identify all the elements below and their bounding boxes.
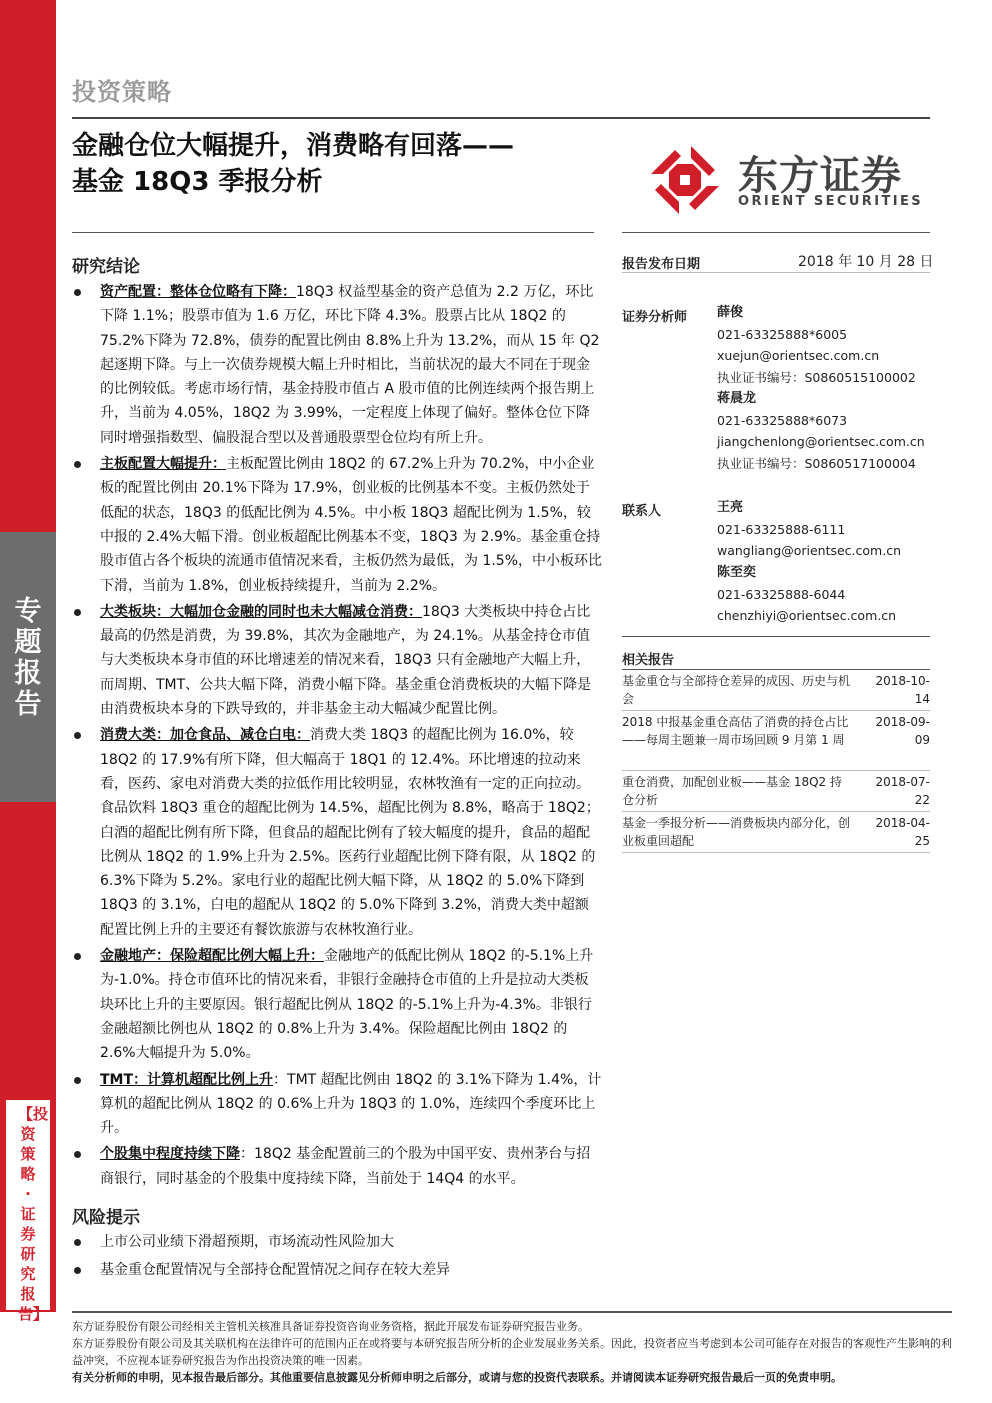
conclusion-text: 金融地产的低配比例从 18Q2 的-5.1%上升为-1.0%。持仓市值环比的情况来看，非银行金融持仓市值的上升是拉动大类板块环比上升的主要原因。银行超配比例从 18Q2 的-5.1%上升为-4.3%。非银行金融超额比例也从 18Q2 的 0.8%上升为 3.4%。保险超配比例由 18Q2 的 2.6%大幅提升为 5.0%。 [100,948,594,1062]
contact-email[interactable]: wangliang@orientsec.com.cn [717,543,901,558]
contact-phone: 021-63325888-6044 [717,586,846,602]
side-strip-label-box [6,1100,50,1323]
contacts-label: 联系人 [622,504,662,519]
contact-card [717,562,932,627]
analyst-card [717,302,932,388]
side-strip-red-top [0,0,56,532]
related-heading: 相关报告 [622,653,675,668]
title-divider [72,232,594,233]
report-title [72,128,612,200]
analyst-cert: 执业证书编号：S0860517100004 [717,455,916,471]
logo-mark-icon [640,140,730,220]
footer-line-1: 东方证券股份有限公司经相关主管机关核准具备证券投资咨询业务资格，据此开展发布证券研究报告业务。 [72,1320,589,1333]
related-divider [622,669,930,670]
risk-heading: 风险提示 [72,1208,140,1228]
logo-divider [622,232,930,233]
risk-list [72,1230,602,1286]
bullet-icon [74,289,81,296]
bullet-icon [74,1239,81,1246]
related-report-date: 2018-04-25 [875,816,930,848]
risk-item [72,1258,602,1282]
risk-text: 上市公司业绩下滑超预期，市场流动性风险加大 [100,1234,394,1250]
related-report-title[interactable]: 2018 中报基金重仓高估了消费的持仓占比——每周主题兼一周市场回顾 9 月第 1 周 [622,715,849,747]
bullet-icon [74,732,81,739]
analyst-email[interactable]: jiangchenlong@orientsec.com.cn [717,434,925,449]
disclaimer-footer [72,1318,952,1386]
bullet-icon [74,953,81,960]
analyst-phone: 021-63325888*6073 [717,412,848,428]
conclusion-text: 主板配置比例由 18Q2 的 67.2%上升为 70.2%，中小企业板的配置比例由 20.1%下降为 17.9%，创业板的比例基本不变。主板仍然处于低配的状态，18Q3 的低配比例为 4.5%。中小板 18Q3 超配比例为 1.5%，较中报的 2.4%大幅下滑。创业板超配比例基本不变，18Q3 为 2.9%。基金重仓持股市值占各个板块的流通市值情况来看，主板仍然为最低，为 1.5%，中小板环比下滑，当前为 1.8%，创业板持续提升，当前为 2.2%。 [100,456,603,594]
analyst-cert: 执业证书编号：S0860515100002 [717,369,916,385]
analyst-email[interactable]: xuejun@orientsec.com.cn [717,348,880,363]
related-row-divider [622,770,930,771]
risk-item [72,1230,602,1254]
bullet-icon [74,609,81,616]
analyst-phone: 021-63325888*6005 [717,326,848,342]
contact-card [717,497,932,562]
conclusion-lead: TMT：计算机超配比例上升 [100,1071,274,1088]
related-report-date: 2018-07-22 [875,775,930,807]
conclusion-text: 18Q3 权益型基金的资产总值为 2.2 万亿，环比下降 1.1%；股票市值为 1.6 万亿，环比下降 4.3%。股票占比从 18Q2 的 75.2%下降为 72.8%，债券的配置比例由 8.8%上升为 13.2%，而从 15 年 Q2 起逐期下降。与上一次债券规模大幅上升时相比，当前状况的最大不同在于现金的比例较低。考虑市场行情，基金持股市值占 A 股市值的比例连续两个报告期上升，当前为 4.05%，18Q2 为 3.99%，一定程度上体现了偏好。整体仓位下降同时增强指数型、偏股混合型以及普通股票型仓位均有所上升。 [100,284,600,446]
analyst-name: 薛俊 [717,305,744,320]
orient-securities-logo [640,140,940,220]
related-row-divider [622,811,930,812]
conclusion-item [72,452,602,598]
contact-name: 陈至奕 [717,565,757,580]
bullet-icon [74,1151,81,1158]
analyst-name: 蒋晨龙 [717,391,757,406]
related-top-divider [622,636,930,637]
bullet-icon [74,1077,81,1084]
conclusion-lead: 主板配置大幅提升： [100,456,226,473]
analyst-card [717,388,932,474]
contact-phone: 021-63325888-6111 [717,521,846,537]
related-report-title[interactable]: 基金重仓与全部持仓差异的成因、历史与机会 [622,674,851,706]
conclusion-item [72,600,602,721]
conclusion-text: 18Q3 大类板块中持仓占比最高的仍然是消费，为 39.8%，其次为金融地产，为 24.1%。从基金持仓市值与大类板块本身市值的环比增速差的情况来看，18Q3 只有金融地产大幅上升，而周期、TMT、公共大幅下降，消费小幅下降。基金重仓消费板块的大幅下降是由消费板块本身的下跌导致的，并非基金主动大幅减少配置比例。 [100,603,592,718]
title-line-1: 金融仓位大幅提升，消费略有回落—— [72,131,515,161]
conclusion-text: ：TMT 超配比例由 18Q2 的 3.1%下降为 1.4%，计算机的超配比例从 18Q2 的 0.6%上升为 18Q3 的 1.0%，连续四个季度环比上升。 [100,1071,602,1137]
conclusion-item [72,1142,602,1191]
contact-name: 王亮 [717,500,744,515]
related-row-divider [622,710,930,711]
conclusion-item [72,1068,602,1141]
conclusion-item [72,723,602,942]
footer-line-2: 东方证券股份有限公司及其关联机构在法律许可的范围内正在或将要与本研究报告所分析的企业发展业务关系。因此，投资者应当考虑到本公司可能存在对报告的客观性产生影响的利益冲突，不应视本证券研究报告为作出投资决策的唯一因素。 [72,1337,952,1367]
logo-text-en: ORIENT SECURITIES [738,194,923,209]
header-divider [72,117,930,119]
conclusions-heading: 研究结论 [72,257,140,277]
publish-date-label: 报告发布日期 [622,257,701,272]
conclusion-item [72,944,602,1065]
conclusion-lead: 个股集中程度持续下降 [100,1146,240,1163]
risk-text: 基金重仓配置情况与全部持仓配置情况之间存在较大差异 [100,1262,450,1278]
contact-email[interactable]: chenzhiyi@orientsec.com.cn [717,608,897,623]
conclusion-lead: 大类板块：大幅加仓金融的同时也未大幅减仓消费： [100,603,422,620]
report-category-label: 【投资策略·证券研究报告】 [18,1105,49,1323]
conclusions-list [72,280,602,1193]
analysts-label: 证券分析师 [622,310,688,325]
bullet-icon [74,461,81,468]
category-label: 投资策略 [72,78,172,106]
conclusion-lead: 消费大类：加仓食品、减仓白电： [100,727,310,744]
date-divider [622,272,930,273]
report-type-label: 专题报告 [14,596,42,720]
related-row-divider [622,852,930,853]
side-strip-gray [0,532,56,802]
publish-date-value: 2018 年 10 月 28 日 [798,254,934,270]
conclusion-lead: 金融地产：保险超配比例大幅上升： [100,948,324,965]
logo-text-cn: 东方证券 [738,153,902,199]
conclusion-lead: 资产配置：整体仓位略有下降： [100,284,296,300]
bullet-icon [74,1267,81,1274]
title-line-2: 基金 18Q3 季报分析 [72,167,323,197]
footer-line-3: 有关分析师的申明，见本报告最后部分。其他重要信息披露见分析师申明之后部分，或请与您的投资代表联系。并请阅读本证券研究报告最后一页的免责申明。 [72,1371,842,1384]
related-report-date: 2018-09-09 [875,715,930,747]
footer-divider [72,1311,952,1313]
related-report-title[interactable]: 重仓消费，加配创业板——基金 18Q2 持仓分析 [622,775,842,807]
conclusion-text: 消费大类 18Q3 的超配比例为 16.0%，较 18Q2 的 17.9%有所下降，但大幅高于 18Q1 的 12.4%。环比增速的拉动来看，医药、家电对消费大类的拉低作用比较明显，农林牧渔有一定的正向拉动。食品饮料 18Q3 重仓的超配比例为 14.5%，超配比例为 8.8%，略高于 18Q2；白酒的超配比例有所下降，但食品的超配比例有了较大幅度的提升，食品的超配比例从 18Q2 的 1.9%上升为 2.5%。医药行业超配比例下降有限，从 18Q2 的 6.3%下降为 5.2%。家电行业的超配比例大幅下降，从 18Q2 的 5.0%下降到 18Q3 的 3.1%，白电的超配从 18Q2 的 5.0%下降到 3.2%，消费大类中超额配置比例上升的主要还有餐饮旅游与农林牧渔行业。 [100,727,600,938]
related-report-date: 2018-10-14 [875,674,930,706]
related-report-title[interactable]: 基金一季报分析——消费板块内部分化，创业板重回超配 [622,816,851,848]
conclusion-item [72,280,602,450]
conclusion-text: ：18Q2 基金配置前三的个股为中国平安、贵州茅台与招商银行，同时基金的个股集中度持续下降，当前处于 14Q4 的水平。 [100,1146,591,1187]
